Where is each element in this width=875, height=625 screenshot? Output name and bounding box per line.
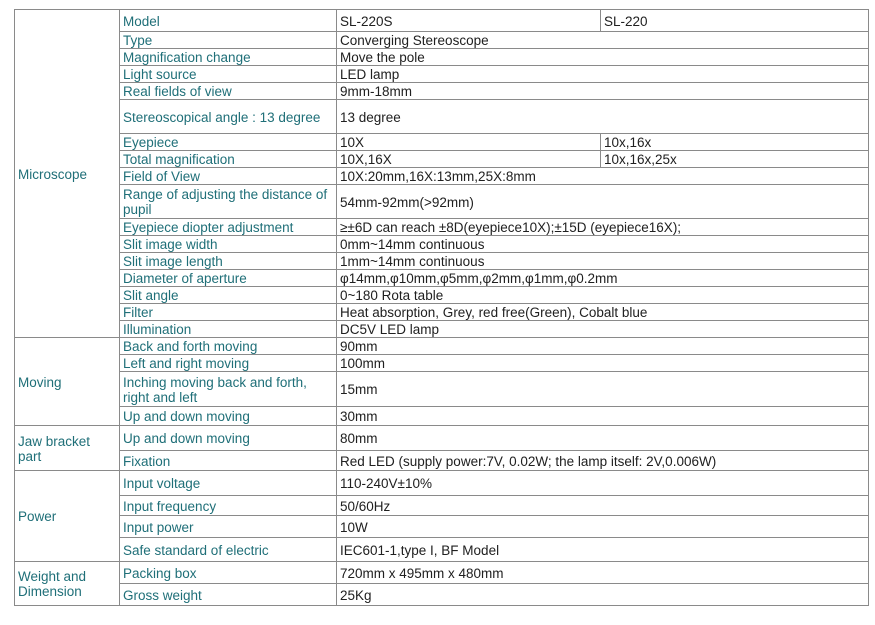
param-cell: Range of adjusting the distance of pupil bbox=[120, 185, 337, 219]
spec-table-body bbox=[15, 10, 869, 606]
model-b: SL-220 bbox=[601, 10, 869, 32]
spec-row bbox=[15, 584, 869, 606]
spec-row bbox=[15, 219, 869, 236]
param-cell: Slit image length bbox=[120, 253, 337, 270]
param-cell: Eyepiece diopter adjustment bbox=[120, 219, 337, 236]
value-cell: 54mm-92mm(>92mm) bbox=[337, 185, 869, 219]
group-cell bbox=[15, 10, 120, 338]
param-cell: Diameter of aperture bbox=[120, 270, 337, 287]
spec-row bbox=[15, 134, 869, 151]
param-cell: Light source bbox=[120, 66, 337, 83]
value-cell: 1mm~14mm continuous bbox=[337, 253, 869, 270]
param-cell: Packing box bbox=[120, 562, 337, 584]
spec-row bbox=[15, 471, 869, 496]
param-cell: Input frequency bbox=[120, 496, 337, 516]
spec-row bbox=[15, 270, 869, 287]
spec-row bbox=[15, 338, 869, 355]
spec-row bbox=[15, 100, 869, 134]
spec-row bbox=[15, 185, 869, 219]
param-cell: Illumination bbox=[120, 321, 337, 338]
value-cell: 25Kg bbox=[337, 584, 869, 606]
value-cell: Converging Stereoscope bbox=[337, 32, 869, 49]
spec-row bbox=[15, 562, 869, 584]
value-cell: 50/60Hz bbox=[337, 496, 869, 516]
spec-row bbox=[15, 321, 869, 338]
param-cell: Type bbox=[120, 32, 337, 49]
param-cell: Real fields of view bbox=[120, 83, 337, 100]
value-cell: IEC601-1,type I, BF Model bbox=[337, 538, 869, 562]
spec-row bbox=[15, 66, 869, 83]
param-cell: Total magnification bbox=[120, 151, 337, 168]
spec-row bbox=[15, 426, 869, 451]
value-cell: 9mm-18mm bbox=[337, 83, 869, 100]
spec-row bbox=[15, 253, 869, 270]
group-cell bbox=[15, 426, 120, 471]
value-cell: 15mm bbox=[337, 372, 869, 407]
spec-row bbox=[15, 516, 869, 538]
value-cell: Move the pole bbox=[337, 49, 869, 66]
value-cell: 0mm~14mm continuous bbox=[337, 236, 869, 253]
spec-row bbox=[15, 304, 869, 321]
param-cell: Safe standard of electric bbox=[120, 538, 337, 562]
param-cell: Back and forth moving bbox=[120, 338, 337, 355]
value-cell: φ14mm,φ10mm,φ5mm,φ2mm,φ1mm,φ0.2mm bbox=[337, 270, 869, 287]
model-label: Model bbox=[120, 10, 337, 32]
group-label: Power bbox=[18, 509, 57, 524]
group-label: Moving bbox=[18, 374, 62, 390]
param-cell: Fixation bbox=[120, 451, 337, 471]
spec-row bbox=[15, 451, 869, 471]
param-cell: Slit image width bbox=[120, 236, 337, 253]
spec-row bbox=[15, 236, 869, 253]
spec-row bbox=[15, 151, 869, 168]
spec-row bbox=[15, 83, 869, 100]
value-cell: 720mm x 495mm x 480mm bbox=[337, 562, 869, 584]
param-cell: Eyepiece bbox=[120, 134, 337, 151]
header-row bbox=[15, 10, 869, 32]
param-cell: Up and down moving bbox=[120, 407, 337, 426]
value-cell: 30mm bbox=[337, 407, 869, 426]
value-cell-a: 10X,16X bbox=[337, 151, 601, 168]
value-cell: 13 degree bbox=[337, 100, 869, 134]
param-cell: Left and right moving bbox=[120, 355, 337, 372]
spec-row bbox=[15, 49, 869, 66]
value-cell: 90mm bbox=[337, 338, 869, 355]
value-cell: Heat absorption, Grey, red free(Green), Cobalt blue bbox=[337, 304, 869, 321]
value-cell: 10X:20mm,16X:13mm,25X:8mm bbox=[337, 168, 869, 185]
param-cell: Input power bbox=[120, 516, 337, 538]
group-label: Jaw bracket part bbox=[18, 433, 91, 464]
spec-row bbox=[15, 287, 869, 304]
value-cell: 80mm bbox=[337, 426, 869, 451]
param-cell: Up and down moving bbox=[120, 426, 337, 451]
spec-row bbox=[15, 32, 869, 49]
value-cell: 110-240V±10% bbox=[337, 471, 869, 496]
param-cell: Slit angle bbox=[120, 287, 337, 304]
value-cell: LED lamp bbox=[337, 66, 869, 83]
value-cell: ≥±6D can reach ±8D(eyepiece10X);±15D (eyepiece16X); bbox=[337, 219, 869, 236]
spec-row bbox=[15, 496, 869, 516]
value-cell: DC5V LED lamp bbox=[337, 321, 869, 338]
param-cell: Field of View bbox=[120, 168, 337, 185]
param-cell: Stereoscopical angle : 13 degree bbox=[120, 100, 337, 134]
value-cell-b: 10x,16x bbox=[601, 134, 869, 151]
value-cell: 100mm bbox=[337, 355, 869, 372]
param-cell: Magnification change bbox=[120, 49, 337, 66]
value-cell: 0~180 Rota table bbox=[337, 287, 869, 304]
spec-row bbox=[15, 407, 869, 426]
param-cell: Inching moving back and forth, right and left bbox=[120, 372, 337, 407]
group-cell bbox=[15, 562, 120, 606]
model-a: SL-220S bbox=[337, 10, 601, 32]
spec-row bbox=[15, 372, 869, 407]
value-cell-a: 10X bbox=[337, 134, 601, 151]
value-cell: Red LED (supply power:7V, 0.02W; the lamp itself: 2V,0.006W) bbox=[337, 451, 869, 471]
spec-table bbox=[14, 9, 869, 606]
group-cell bbox=[15, 338, 120, 426]
spec-row bbox=[15, 538, 869, 562]
param-cell: Input voltage bbox=[120, 471, 337, 496]
param-cell: Filter bbox=[120, 304, 337, 321]
group-cell bbox=[15, 471, 120, 562]
group-label: Microscope bbox=[18, 166, 88, 182]
param-cell: Gross weight bbox=[120, 584, 337, 606]
value-cell-b: 10x,16x,25x bbox=[601, 151, 869, 168]
group-label: Weight and Dimension bbox=[18, 569, 87, 599]
spec-row bbox=[15, 355, 869, 372]
value-cell: 10W bbox=[337, 516, 869, 538]
spec-row bbox=[15, 168, 869, 185]
